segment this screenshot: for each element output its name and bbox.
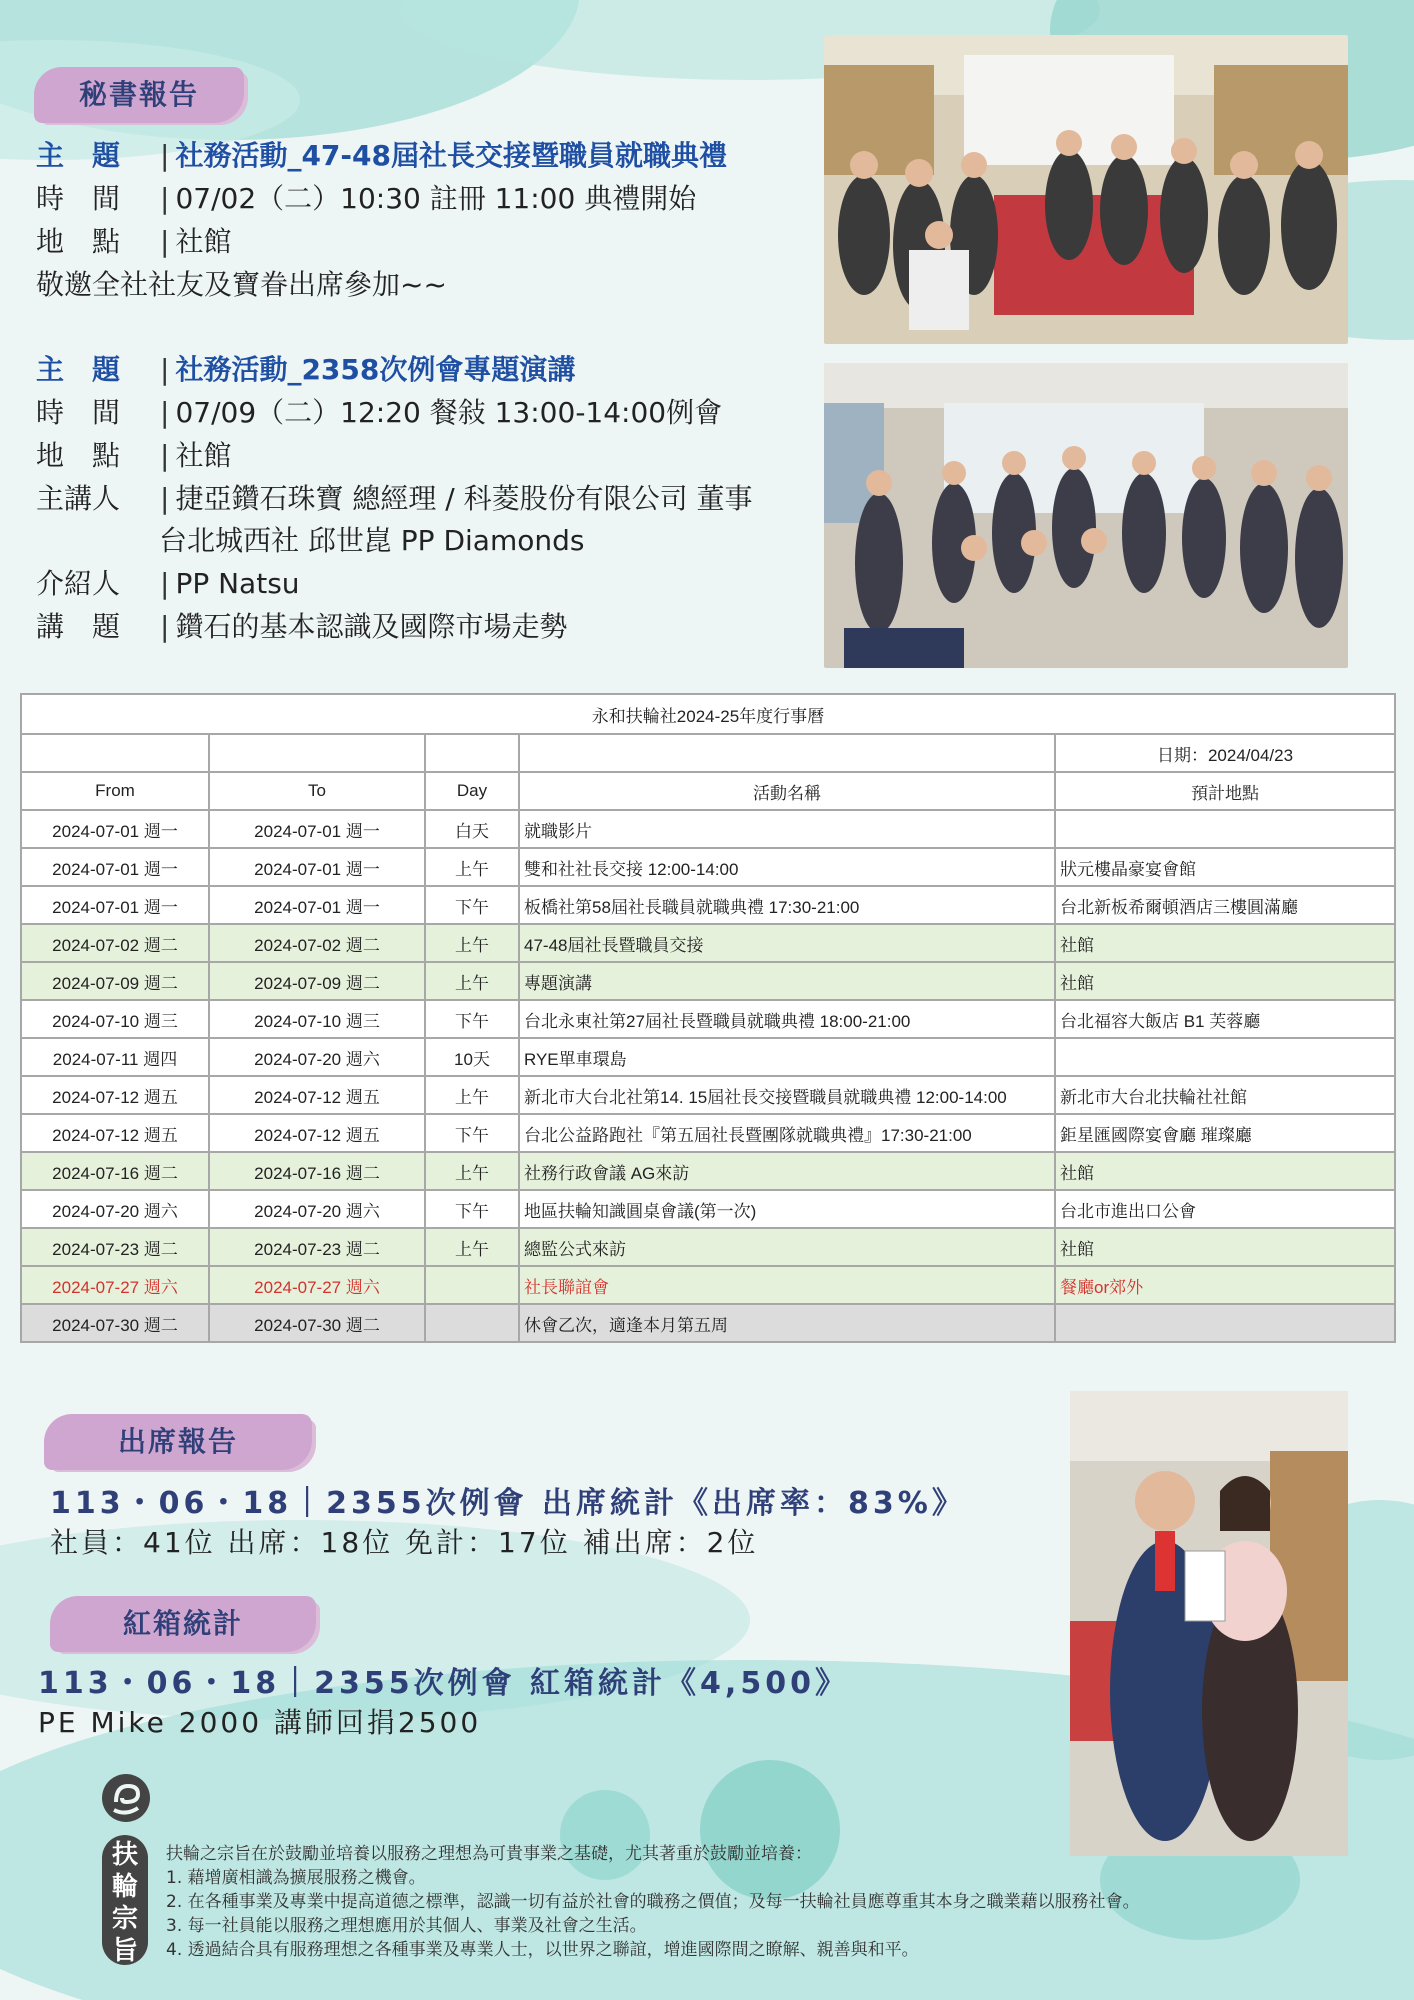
row-from: 2024-07-16 週二 (21, 1152, 209, 1190)
row-day: 10天 (425, 1038, 519, 1076)
event2-time: 時 間 | 07/09（二）12:20 餐敍 13:00-14:00例會 (36, 393, 722, 433)
row-day: 下午 (425, 1000, 519, 1038)
event2-speaker-line1: 捷亞鑽石珠寶 總經理 / 科菱股份有限公司 董事 (175, 482, 753, 515)
table-row (21, 1304, 1395, 1342)
row-from: 2024-07-01 週一 (21, 810, 209, 848)
row-to: 2024-07-12 週五 (209, 1114, 425, 1152)
row-activity: 新北市大台北社第14. 15屆社長交接暨職員就職典禮 12:00-14:00 (519, 1076, 1055, 1114)
event2-subject-key: 講 題 (36, 610, 121, 643)
row-day: 上午 (425, 1076, 519, 1114)
row-from: 2024-07-12 週五 (21, 1076, 209, 1114)
row-day: 上午 (425, 924, 519, 962)
row-location: 新北市大台北扶輪社社館 (1055, 1076, 1395, 1114)
event2-time-value: 07/09（二）12:20 餐敍 13:00-14:00例會 (175, 396, 723, 429)
row-activity: 就職影片 (519, 810, 1055, 848)
row-activity: 休會乙次，適逢本月第五周 (519, 1304, 1055, 1342)
event2-speaker-key: 主講人 (36, 482, 121, 515)
row-location: 社館 (1055, 962, 1395, 1000)
row-activity: 雙和社社長交接 12:00-14:00 (519, 848, 1055, 886)
row-day: 上午 (425, 962, 519, 1000)
attendance-headline: 113・06・18｜2355次例會 出席統計《出席率：83%》 (50, 1486, 966, 1521)
row-to: 2024-07-12 週五 (209, 1076, 425, 1114)
row-to: 2024-07-16 週二 (209, 1152, 425, 1190)
motto-item: 2. 在各種事業及專業中提高道德之標準，認識一切有益於社會的職務之價值；及每一扶輪社員應尊重其本身之職業藉以服務社會。 (166, 1892, 1140, 1912)
row-day: 上午 (425, 1228, 519, 1266)
header-day: Day (425, 772, 519, 810)
header-from: From (21, 772, 209, 810)
table-row (21, 1190, 1395, 1228)
row-location: 台北福容大飯店 B1 芙蓉廳 (1055, 1000, 1395, 1038)
row-to: 2024-07-20 週六 (209, 1038, 425, 1076)
motto-item: 3. 每一社員能以服務之理想應用於其個人、事業及社會之生活。 (166, 1916, 647, 1936)
secretary-report-tag: 秘書報告 (34, 67, 244, 123)
row-to: 2024-07-01 週一 (209, 886, 425, 924)
event2-topic-key: 主 題 (36, 353, 121, 386)
calendar-title: 永和扶輪社2024-25年度行事曆 (21, 694, 1395, 734)
group-photo-installation (824, 35, 1348, 344)
table-row (21, 1076, 1395, 1114)
row-day: 上午 (425, 848, 519, 886)
event2-intro-value: PP Natsu (175, 567, 300, 600)
table-row (21, 886, 1395, 924)
table-row (21, 962, 1395, 1000)
event2-place-value: 社館 (175, 439, 232, 472)
row-from: 2024-07-12 週五 (21, 1114, 209, 1152)
row-from: 2024-07-23 週二 (21, 1228, 209, 1266)
row-to: 2024-07-02 週二 (209, 924, 425, 962)
motto-badge: 扶輪宗旨 (102, 1835, 148, 1965)
event2-speaker: 主講人 | 捷亞鑽石珠寶 總經理 / 科菱股份有限公司 董事 (36, 479, 752, 519)
event1-invite: 敬邀全社社友及寶眷出席參加~~ (36, 268, 447, 301)
event2-time-key: 時 間 (36, 396, 121, 429)
row-activity: 板橋社第58屆社長職員就職典禮 17:30-21:00 (519, 886, 1055, 924)
event2-place: 地 點 | 社館 (36, 436, 231, 476)
row-activity: 台北永東社第27屆社長暨職員就職典禮 18:00-21:00 (519, 1000, 1055, 1038)
row-location (1055, 810, 1395, 848)
motto-item: 4. 透過結合具有服務理想之各種事業及專業人士，以世界之聯誼，增進國際間之瞭解、親善與和平。 (166, 1940, 919, 1960)
row-location: 餐廳or郊外 (1055, 1266, 1395, 1304)
table-row (21, 1000, 1395, 1038)
row-to: 2024-07-30 週二 (209, 1304, 425, 1342)
row-day: 下午 (425, 1190, 519, 1228)
row-to: 2024-07-23 週二 (209, 1228, 425, 1266)
row-from: 2024-07-27 週六 (21, 1266, 209, 1304)
row-to: 2024-07-10 週三 (209, 1000, 425, 1038)
red-box-headline: 113・06・18｜2355次例會 紅箱統計《4,500》 (38, 1666, 849, 1701)
row-from: 2024-07-20 週六 (21, 1190, 209, 1228)
event1-topic-key: 主 題 (36, 139, 121, 172)
row-location (1055, 1304, 1395, 1342)
header-to: To (209, 772, 425, 810)
row-activity: 專題演講 (519, 962, 1055, 1000)
row-to: 2024-07-01 週一 (209, 848, 425, 886)
event2-subject: 講 題 | 鑽石的基本認識及國際市場走勢 (36, 607, 567, 647)
motto-item: 1. 藉增廣相識為擴展服務之機會。 (166, 1868, 426, 1888)
table-row (21, 1152, 1395, 1190)
row-activity: 總監公式來訪 (519, 1228, 1055, 1266)
event1-place-value: 社館 (175, 225, 232, 258)
event1-time-value: 07/02（二）10:30 註冊 11:00 典禮開始 (175, 182, 697, 215)
row-activity: 台北公益路跑社『第五屆社長暨團隊就職典禮』17:30-21:00 (519, 1114, 1055, 1152)
group-photo-lecture (824, 363, 1348, 668)
table-row (21, 1114, 1395, 1152)
table-row (21, 810, 1395, 848)
photo-two-people (1070, 1391, 1348, 1856)
rotary-logo-icon (100, 1772, 152, 1824)
event2-speaker-line2: 台北城西社 邱世崑 PP Diamonds (159, 524, 585, 557)
event1-topic-value: 社務活動_47-48屆社長交接暨職員就職典禮 (175, 139, 727, 172)
red-box-tag: 紅箱統計 (50, 1596, 316, 1652)
event1-time: 時 間 | 07/02（二）10:30 註冊 11:00 典禮開始 (36, 179, 696, 219)
row-location: 台北市進出口公會 (1055, 1190, 1395, 1228)
event2-intro: 介紹人 | PP Natsu (36, 564, 300, 604)
row-from: 2024-07-11 週四 (21, 1038, 209, 1076)
event2-intro-key: 介紹人 (36, 567, 121, 600)
row-from: 2024-07-01 週一 (21, 848, 209, 886)
table-row (21, 1266, 1395, 1304)
row-location: 狀元樓晶豪宴會館 (1055, 848, 1395, 886)
event1-time-key: 時 間 (36, 182, 121, 215)
row-location: 鉅星匯國際宴會廳 璀璨廳 (1055, 1114, 1395, 1152)
row-location: 社館 (1055, 924, 1395, 962)
row-from: 2024-07-10 週三 (21, 1000, 209, 1038)
row-from: 2024-07-30 週二 (21, 1304, 209, 1342)
row-location: 社館 (1055, 1228, 1395, 1266)
row-day: 下午 (425, 1114, 519, 1152)
row-day: 下午 (425, 886, 519, 924)
row-from: 2024-07-09 週二 (21, 962, 209, 1000)
row-location (1055, 1038, 1395, 1076)
event1-place-key: 地 點 (36, 225, 121, 258)
event1-place: 地 點 | 社館 (36, 222, 231, 262)
row-activity: 47-48屆社長暨職員交接 (519, 924, 1055, 962)
calendar-date: 日期：2024/04/23 (1055, 734, 1395, 772)
row-day (425, 1266, 519, 1304)
event2-topic: 主 題 | 社務活動_2358次例會專題演講 (36, 350, 575, 390)
motto-text (166, 1842, 1140, 1962)
table-row (21, 924, 1395, 962)
row-location: 台北新板希爾頓酒店三樓圓滿廳 (1055, 886, 1395, 924)
attendance-detail: 社員：41位 出席：18位 免計：17位 補出席：2位 (50, 1526, 759, 1559)
header-location: 預計地點 (1055, 772, 1395, 810)
motto-intro: 扶輪之宗旨在於鼓勵並培養以服務之理想為可貴事業之基礎，尤其著重於鼓勵並培養： (166, 1844, 812, 1864)
event2-place-key: 地 點 (36, 439, 121, 472)
header-activity: 活動名稱 (519, 772, 1055, 810)
row-activity: 地區扶輪知識圓桌會議(第一次) (519, 1190, 1055, 1228)
row-activity: RYE單車環島 (519, 1038, 1055, 1076)
row-activity: 社長聯誼會 (519, 1266, 1055, 1304)
table-row (21, 848, 1395, 886)
row-location: 社館 (1055, 1152, 1395, 1190)
row-to: 2024-07-09 週二 (209, 962, 425, 1000)
event2-subject-value: 鑽石的基本認識及國際市場走勢 (175, 610, 568, 643)
row-day (425, 1304, 519, 1342)
row-activity: 社務行政會議 AG來訪 (519, 1152, 1055, 1190)
row-day: 上午 (425, 1152, 519, 1190)
table-row (21, 1038, 1395, 1076)
row-to: 2024-07-20 週六 (209, 1190, 425, 1228)
row-from: 2024-07-02 週二 (21, 924, 209, 962)
row-to: 2024-07-27 週六 (209, 1266, 425, 1304)
row-from: 2024-07-01 週一 (21, 886, 209, 924)
red-box-detail: PE Mike 2000 講師回捐2500 (38, 1706, 482, 1739)
row-to: 2024-07-01 週一 (209, 810, 425, 848)
event2-topic-value: 社務活動_2358次例會專題演講 (175, 353, 576, 386)
row-day: 白天 (425, 810, 519, 848)
table-row (21, 1228, 1395, 1266)
attendance-report-tag: 出席報告 (44, 1414, 312, 1470)
event1-topic: 主 題 | 社務活動_47-48屆社長交接暨職員就職典禮 (36, 136, 727, 176)
calendar-table (20, 693, 1396, 1343)
